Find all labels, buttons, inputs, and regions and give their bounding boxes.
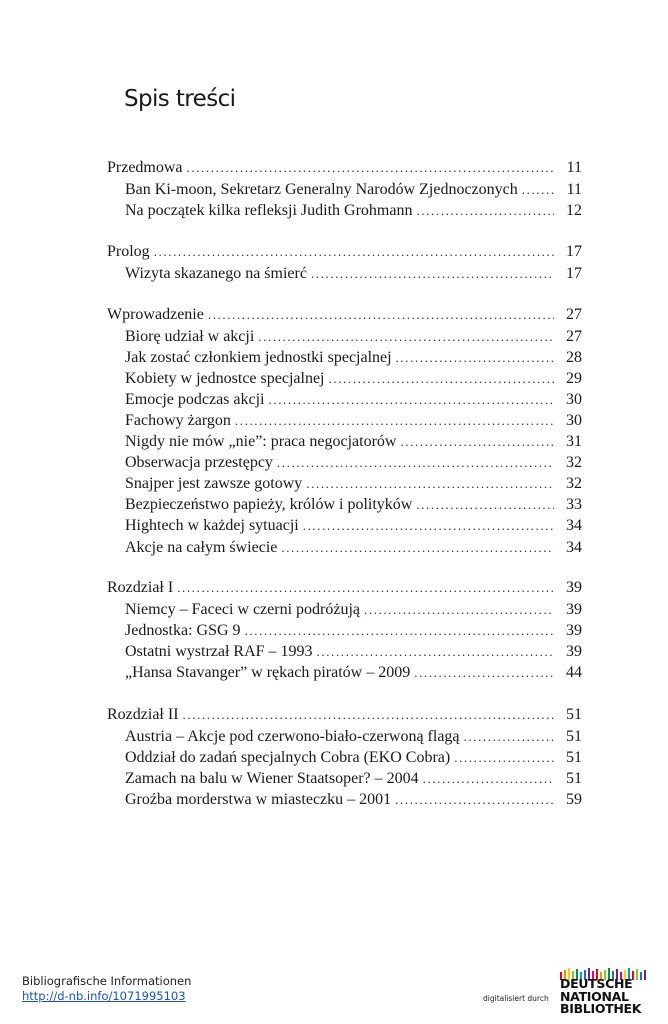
toc-section xyxy=(125,200,582,221)
toc-entry-title: Rozdział I xyxy=(107,579,174,596)
toc-entry-page: 34 xyxy=(566,517,582,534)
toc-entry-title: Ostatni wystrzał RAF – 1993 xyxy=(125,643,313,660)
toc-entry-page: 30 xyxy=(566,391,582,408)
digitized-by-label: digitalisiert durch xyxy=(483,994,549,1003)
toc-leader-dots xyxy=(400,431,554,452)
toc-entry-title: Obserwacja przestępcy xyxy=(125,454,273,471)
toc-entry-title: Kobiety w jednostce specjalnej xyxy=(125,370,325,387)
toc-leader-dots xyxy=(154,241,554,262)
toc-entry-page: 27 xyxy=(566,328,582,345)
toc-section xyxy=(125,473,582,494)
toc-entry-page: 39 xyxy=(566,643,582,660)
toc-leader-dots xyxy=(303,515,554,536)
toc-entry-page: 27 xyxy=(566,306,582,323)
toc-leader-dots xyxy=(423,768,554,789)
toc-leader-dots xyxy=(395,789,554,810)
toc-section xyxy=(125,410,582,431)
toc-entry-title: Austria – Akcje pod czerwono-biało-czerwoną flagą xyxy=(125,728,460,745)
toc-entry-page: 17 xyxy=(566,243,582,260)
toc-leader-dots xyxy=(317,641,554,662)
toc-entry-title: Akcje na całym świecie xyxy=(125,539,278,556)
toc-entry-title: Snajper jest zawsze gotowy xyxy=(125,475,303,492)
toc-entry-title: Prolog xyxy=(107,243,150,260)
toc-section xyxy=(125,726,582,747)
toc-leader-dots xyxy=(416,494,554,515)
toc-leader-dots xyxy=(277,452,554,473)
toc-leader-dots xyxy=(522,179,554,200)
bibliographic-info-link[interactable]: http://d-nb.info/1071995103 xyxy=(22,989,186,1003)
toc-section xyxy=(125,389,582,410)
dnb-logo xyxy=(560,968,650,1018)
toc-entry-title: Nigdy nie mów „nie”: praca negocjatorów xyxy=(125,433,397,450)
toc-leader-dots xyxy=(245,620,554,641)
toc-section xyxy=(125,179,582,200)
toc-entry-page: 39 xyxy=(566,622,582,639)
toc-chapter xyxy=(107,704,582,725)
toc-entry-page: 12 xyxy=(566,202,582,219)
dnb-logo-bar xyxy=(644,970,646,980)
toc-entry-page: 33 xyxy=(566,496,582,513)
toc-entry-page: 44 xyxy=(566,664,582,681)
toc-leader-dots xyxy=(177,577,554,598)
toc-section xyxy=(125,662,582,683)
bibliographic-info-label: Bibliografische Informationen xyxy=(22,974,192,988)
toc-leader-dots xyxy=(281,537,554,558)
toc-leader-dots xyxy=(416,200,554,221)
toc-entry-title: Groźba morderstwa w miasteczku – 2001 xyxy=(125,791,392,808)
dnb-logo-line: DEUTSCHE xyxy=(560,976,633,991)
toc-section xyxy=(125,789,582,810)
toc-entry-title: Rozdział II xyxy=(107,706,179,723)
toc-section xyxy=(125,641,582,662)
toc-entry-title: Hightech w każdej sytuacji xyxy=(125,517,299,534)
toc-entry-title: Emocje podczas akcji xyxy=(125,391,265,408)
toc-leader-dots xyxy=(269,389,555,410)
toc-entry-page: 34 xyxy=(566,539,582,556)
toc-entry-title: Oddział do zadań specjalnych Cobra (EKO Cobra) xyxy=(125,749,451,766)
toc-entry-page: 11 xyxy=(566,181,582,198)
toc-section xyxy=(125,599,582,620)
toc-section xyxy=(125,494,582,515)
toc-chapter xyxy=(107,241,582,262)
toc-chapter xyxy=(107,157,582,178)
toc-entry-title: Biorę udział w akcji xyxy=(125,328,255,345)
toc-section xyxy=(125,263,582,284)
toc-entry-page: 59 xyxy=(566,791,582,808)
toc-leader-dots xyxy=(311,263,554,284)
toc-entry-page: 32 xyxy=(566,454,582,471)
toc-entry-page: 39 xyxy=(566,601,582,618)
toc-entry-page: 17 xyxy=(566,265,582,282)
toc-section xyxy=(125,747,582,768)
toc-entry-title: Bezpieczeństwo papieży, królów i polityków xyxy=(125,496,413,513)
toc-leader-dots xyxy=(454,747,554,768)
toc-entry-page: 31 xyxy=(566,433,582,450)
toc-entry-title: Wprowadzenie xyxy=(107,306,204,323)
toc-leader-dots xyxy=(187,157,554,178)
toc-entry-title: Wizyta skazanego na śmierć xyxy=(125,265,307,282)
toc-section xyxy=(125,452,582,473)
toc-entry-title: „Hansa Stavanger” w rękach piratów – 2009 xyxy=(125,664,411,681)
toc-entry-page: 11 xyxy=(566,159,582,176)
page-title: Spis treści xyxy=(124,86,236,112)
toc-entry-page: 51 xyxy=(566,770,582,787)
toc-section xyxy=(125,620,582,641)
toc-entry-page: 51 xyxy=(566,749,582,766)
toc-entry-title: Jak zostać członkiem jednostki specjalnej xyxy=(125,349,392,366)
toc-leader-dots xyxy=(258,326,554,347)
toc-section xyxy=(125,537,582,558)
dnb-logo-line: BIBLIOTHEK xyxy=(560,1001,642,1016)
toc-leader-dots xyxy=(464,726,554,747)
toc-leader-dots xyxy=(208,304,554,325)
toc-entry-title: Jednostka: GSG 9 xyxy=(125,622,241,639)
toc-entry-page: 39 xyxy=(566,579,582,596)
toc-leader-dots xyxy=(306,473,554,494)
toc-leader-dots xyxy=(396,347,554,368)
toc-entry-page: 29 xyxy=(566,370,582,387)
toc-entry-title: Na początek kilka refleksji Judith Grohmann xyxy=(125,202,413,219)
toc-entry-title: Ban Ki-moon, Sekretarz Generalny Narodów Zjednoczonych xyxy=(125,181,518,198)
toc-section xyxy=(125,431,582,452)
toc-section xyxy=(125,326,582,347)
toc-entry-page: 30 xyxy=(566,412,582,429)
toc-chapter xyxy=(107,304,582,325)
toc-leader-dots xyxy=(364,599,554,620)
toc-leader-dots xyxy=(183,704,554,725)
toc-entry-title: Fachowy żargon xyxy=(125,412,231,429)
toc-leader-dots xyxy=(414,662,554,683)
toc-entry-title: Przedmowa xyxy=(107,159,183,176)
toc-entry-page: 28 xyxy=(566,349,582,366)
toc-chapter xyxy=(107,577,582,598)
toc-entry-page: 32 xyxy=(566,475,582,492)
toc-leader-dots xyxy=(329,368,555,389)
bibliographic-info xyxy=(22,974,191,1004)
toc-section xyxy=(125,368,582,389)
toc-section xyxy=(125,347,582,368)
toc-entry-title: Niemcy – Faceci w czerni podróżują xyxy=(125,601,361,618)
toc-leader-dots xyxy=(235,410,554,431)
toc-section xyxy=(125,515,582,536)
toc-section xyxy=(125,768,582,789)
toc-entry-page: 51 xyxy=(566,706,582,723)
toc-entry-page: 51 xyxy=(566,728,582,745)
dnb-logo-line: NATIONAL xyxy=(560,988,629,1004)
toc-entry-title: Zamach na balu w Wiener Staatsoper? – 2004 xyxy=(125,770,419,787)
dnb-logo-text xyxy=(560,978,641,1016)
